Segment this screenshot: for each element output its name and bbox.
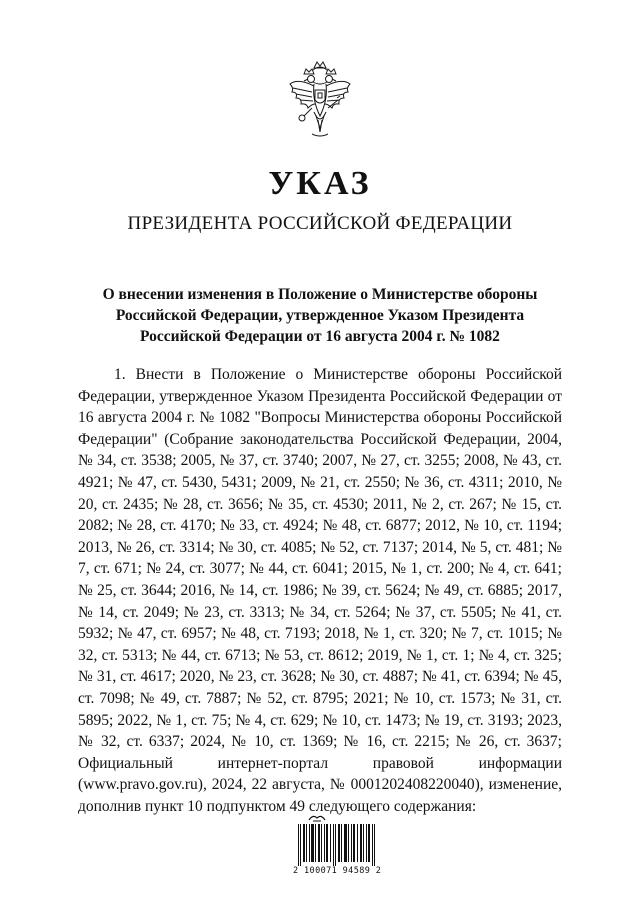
document-title: УКАЗ — [268, 165, 372, 202]
coat-of-arms-icon — [284, 60, 356, 142]
barcode-number: 2 100071 94589 2 — [293, 866, 382, 876]
document-subtitle: ПРЕЗИДЕНТА РОССИЙСКОЙ ФЕДЕРАЦИИ — [127, 213, 513, 234]
decree-heading — [80, 284, 560, 347]
barcode-icon — [297, 824, 377, 866]
barcode — [293, 812, 382, 882]
paragraph-1: 1. Внести в Положение о Министерстве обороны Российской Федерации, утвержденное Указом Президента Российской Федерации от 16 августа 2004 г. № 1082 "Вопросы Министерства обороны Российской Федерации" (Собрание законодательства Российской Федерации, 2004, № 34, ст. 3538; 2005, № 37, ст. 3740; 2007, № 27, ст. 3255; 2008, № 43, ст. 4921; № 47, ст. 5430, 5431; 2009, № 21, ст. 2550; № 36, ст. 4311; 2010, № 20, ст. 2435; № 28, ст. 3656; № 35, ст. 4530; 2011, № 2, ст. 267; № 15, ст. 2082; № 28, ст. 4170; № 33, ст. 4924; № 48, ст. 6877; 2012, № 10, ст. 1194; 2013, № 26, ст. 3314; № 30, ст. 4085; № 52, ст. 7137; 2014, № 5, ст. 481; № 7, ст. 671; № 24, ст. 3077; № 44, ст. 6041; 2015, № 1, ст. 200; № 4, ст. 641; № 25, ст. 3644; 2016, № 14, ст. 1986; № 39, ст. 5624; № 49, ст. 6885; 2017, № 14, ст. 2049; № 23, ст. 3313; № 34, ст. 5264; № 37, ст. 5505; № 41, ст. 5932; № 47, ст. 6957; № 48, ст. 7193; 2018, № 1, ст. 320; № 7, ст. 1015; № 32, ст. 5313; № 44, ст. 6713; № 53, ст. 8612; 2019, № 1, ст. 1; № 4, ст. 325; № 31, ст. 4617; 2020, № 23, ст. 3628; № 30, ст. 4887; № 41, ст. 6394; № 45, ст. 7098; № 49, ст. 7887; № 52, ст. 8795; 2021; № 10, ст. 1573; № 31, ст. 5895; 2022, № 1, ст. 75; № 4, ст. 629; № 10, ст. 1473; № 19, ст. 3193; 2023, № 32, ст. 6337; 2024, № 10, ст. 1369; № 16, ст. 2215; № 26, ст. 3637; Официальный интернет-портал правовой информации (www.pravo.gov.ru), 2024, 22 августа, № 0001202408220040), изменение, дополнив пункт 10 подпунктом 49 следующего содержания: — [78, 366, 562, 815]
heading-line: Российской Федерации от 16 августа 2004 г. № 1082 — [140, 328, 500, 345]
barcode-mark-icon — [307, 812, 327, 822]
heading-line: О внесении изменения в Положение о Министерстве обороны — [102, 286, 538, 303]
heading-line: Российской Федерации, утвержденное Указом Президента — [115, 307, 525, 324]
